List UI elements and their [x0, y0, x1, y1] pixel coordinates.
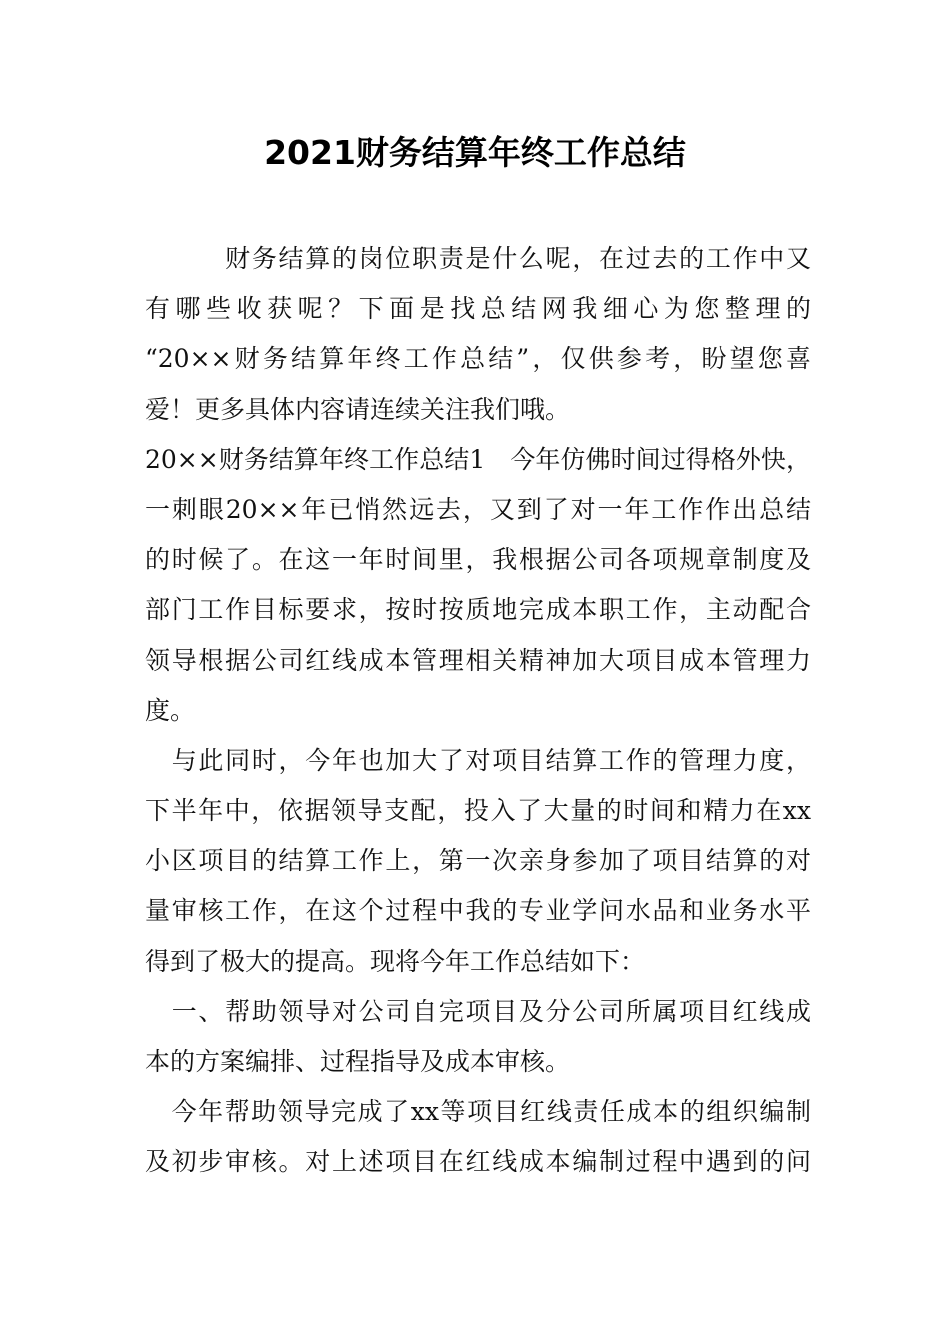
text-line: 财务结算的岗位职责是什么呢，在过去的工作中又 — [145, 244, 811, 273]
text-line: 的时候了。在这一年时间里，我根据公司各项规章制度及 — [145, 545, 811, 575]
text-line: 及初步审核。对上述项目在红线成本编制过程中遇到的问 — [145, 1147, 811, 1177]
text-line: 20××财务结算年终工作总结1 今年仿佛时间过得格外快， — [145, 444, 811, 474]
document-title: 2021财务结算年终工作总结 — [264, 133, 686, 172]
text-line: 度。 — [145, 695, 196, 725]
text-line: 与此同时，今年也加大了对项目结算工作的管理力度， — [145, 745, 811, 775]
text-line: 有哪些收获呢？下面是找总结网我细心为您整理的 — [145, 294, 811, 324]
text-line: 小区项目的结算工作上，第一次亲身参加了项目结算的对 — [145, 846, 811, 876]
document-body — [145, 234, 811, 1188]
text-line: 今年帮助领导完成了xx等项目红线责任成本的组织编制 — [145, 1097, 811, 1127]
text-line: 量审核工作，在这个过程中我的专业学问水品和业务水平 — [145, 896, 811, 926]
text-line: 本的方案编排、过程指导及成本审核。 — [145, 1047, 571, 1076]
text-line: 部门工作目标要求，按时按质地完成本职工作，主动配合 — [145, 595, 811, 625]
text-line: “20××财务结算年终工作总结”，仅供参考，盼望您喜 — [145, 344, 811, 374]
text-line: 下半年中，依据领导支配，投入了大量的时间和精力在xx — [145, 796, 811, 826]
text-line: 领导根据公司红线成本管理相关精神加大项目成本管理力 — [145, 645, 811, 675]
text-line: 一、帮助领导对公司自完项目及分公司所属项目红线成 — [145, 996, 811, 1026]
text-line: 得到了极大的提高。现将今年工作总结如下： — [145, 946, 646, 976]
text-line: 一刺眼20××年已悄然远去，又到了对一年工作作出总结 — [145, 494, 811, 524]
text-line: 爱！更多具体内容请连续关注我们哦。 — [145, 394, 571, 424]
